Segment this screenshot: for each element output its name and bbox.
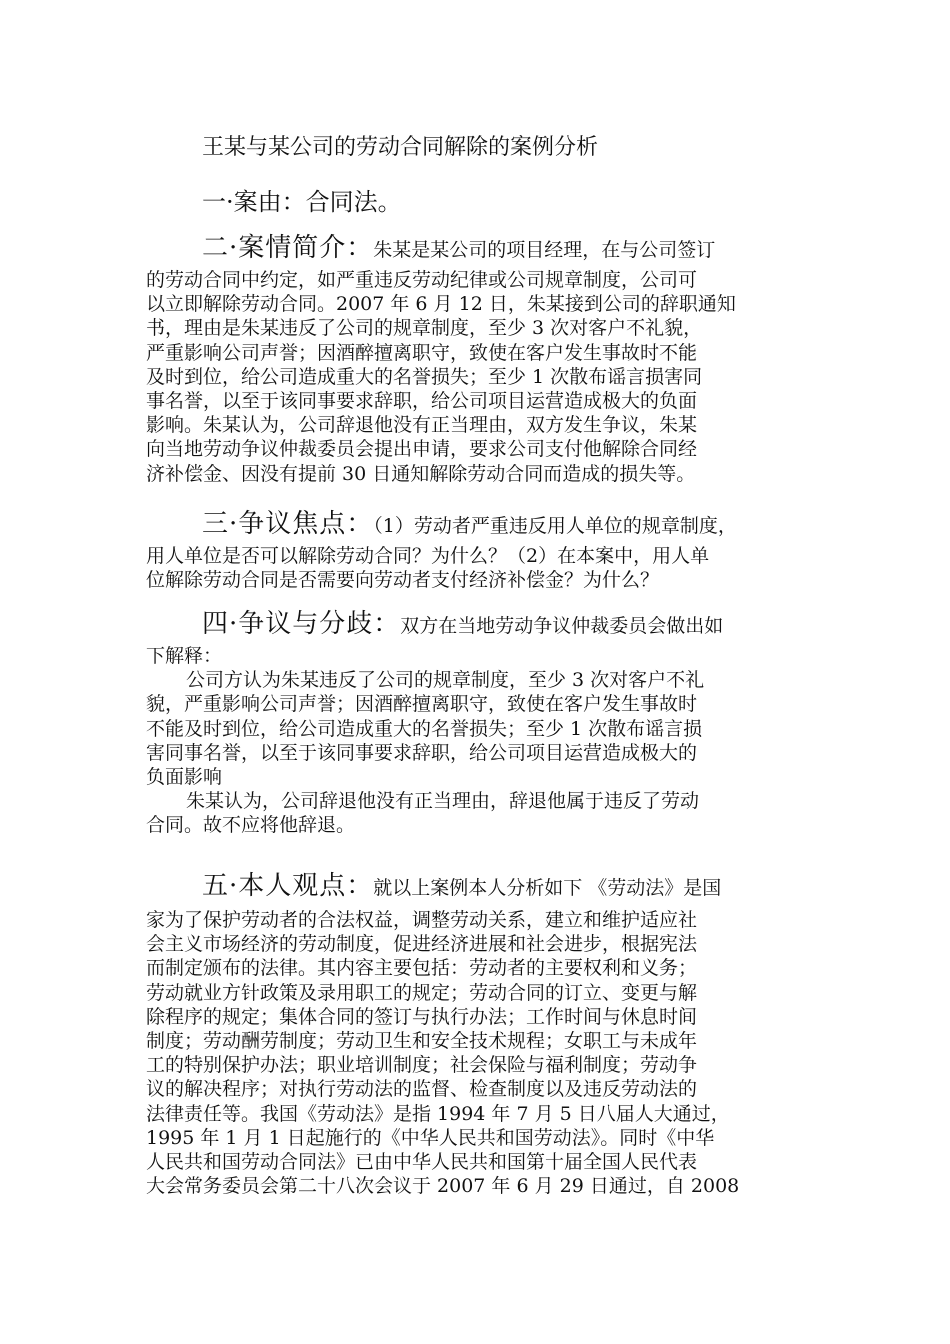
section-3-first-line: [146, 504, 810, 544]
section-3-first-text: （1）劳动者严重违反用人单位的规章制度，: [373, 515, 737, 537]
section-4-line: 下解释：: [146, 645, 223, 667]
section-2-first-line: [146, 228, 810, 268]
section-2-line: 济补偿金、因没有提前 30 日通知解除劳动合同而造成的损失等。: [146, 462, 696, 485]
company-view-line: 负面影响: [146, 765, 223, 788]
company-view-line: 貌，严重影响公司声誉；因酒醉擅离职守，致使在客户发生事故时: [146, 693, 698, 716]
section-5-first-line: [146, 864, 810, 908]
section-2-line: 事名誉，以至于该同事要求辞职，给公司项目运营造成极大的负面: [146, 389, 698, 412]
section-3: [146, 504, 810, 592]
section-2: [146, 228, 810, 486]
section-4: [146, 604, 810, 838]
section-5-line: 人民共和国劳动合同法》已由中华人民共和国第十届全国人民代表: [146, 1150, 698, 1173]
section-5-line: 工的特别保护办法；职业培训制度；社会保险与福利制度；劳动争: [146, 1054, 698, 1077]
section-2-line: 影响。朱某认为，公司辞退他没有正当理由，双方发生争议，朱某: [146, 414, 698, 437]
section-2-line: 向当地劳动争议仲裁委员会提出申请，要求公司支付他解除合同经: [146, 438, 698, 461]
section-5-line: 法律责任等。我国《劳动法》是指 1994 年 7 月 5 日八届人大通过，: [146, 1102, 730, 1125]
section-2-line: 以立即解除劳动合同。2007 年 6 月 12 日，朱某接到公司的辞职通知: [146, 293, 736, 316]
section-5-line: 制度；劳动酬劳制度；劳动卫生和安全技术规程；女职工与未成年: [146, 1029, 698, 1052]
section-4-first-text: 双方在当地劳动争议仲裁委员会做出如: [400, 615, 724, 637]
section-3-line: 用人单位是否可以解除劳动合同？为什么？（2）在本案中，用人单: [146, 545, 710, 567]
section-5-line: 议的解决程序；对执行劳动法的监督、检查制度以及违反劳动法的: [146, 1078, 698, 1101]
section-2-heading: 二·案情简介：: [202, 233, 374, 263]
section-5-line: 1995 年 1 月 1 日起施行的《中华人民共和国劳动法》。同时《中华: [146, 1126, 715, 1149]
section-2-line: 的劳动合同中约定，如严重违反劳动纪律或公司规章制度，公司可: [146, 269, 698, 291]
section-2-line: 严重影响公司声誉；因酒醉擅离职守，致使在客户发生事故时不能: [146, 341, 698, 364]
section-5-line: 除程序的规定；集体合同的签订与执行办法；工作时间与休息时间: [146, 1005, 698, 1028]
section-1-text: 合同法。: [305, 188, 402, 216]
company-view-line: 害同事名誉，以至于该同事要求辞职，给公司项目运营造成极大的: [146, 741, 698, 764]
section-5-first-text: 就以上案例本人分析如下 《劳动法》是国: [373, 877, 722, 899]
zhu-view-line: 朱某认为，公司辞退他没有正当理由，辞退他属于违反了劳动: [186, 790, 700, 813]
section-3-line: 位解除劳动合同是否需要向劳动者支付经济补偿金？为什么？: [146, 569, 660, 592]
section-2-line: 及时到位，给公司造成重大的名誉损失；至少 1 次散布谣言损害同: [146, 365, 703, 388]
section-5-line: 而制定颁布的法律。其内容主要包括：劳动者的主要权利和义务；: [146, 957, 698, 980]
document-title: 王某与某公司的劳动合同解除的案例分析: [202, 135, 599, 160]
zhu-view-line: 合同。故不应将他辞退。: [146, 814, 356, 837]
company-view-line: 不能及时到位，给公司造成重大的名誉损失；至少 1 次散布谣言损: [146, 717, 703, 740]
section-4-heading: 四·争议与分歧：: [202, 609, 401, 639]
section-2-line: 书，理由是朱某违反了公司的规章制度，至少 3 次对客户不礼貌，: [146, 317, 703, 340]
section-2-first-text: 朱某是某公司的项目经理，在与公司签订: [373, 239, 716, 261]
section-4-first-line: [146, 604, 810, 644]
section-5: [146, 864, 810, 1198]
section-1-heading: 一·案由：: [202, 188, 306, 216]
section-1: [202, 184, 402, 220]
section-5-line: 大会常务委员会第二十八次会议于 2007 年 6 月 29 日通过，自 2008: [146, 1175, 740, 1198]
section-5-line: 劳动就业方针政策及录用职工的规定；劳动合同的订立、变更与解: [146, 981, 698, 1004]
section-5-line: 会主义市场经济的劳动制度，促进经济进展和社会进步，根据宪法: [146, 933, 698, 956]
company-view-line: 公司方认为朱某违反了公司的规章制度，至少 3 次对客户不礼: [186, 669, 705, 692]
section-3-heading: 三·争议焦点：: [202, 509, 374, 539]
section-5-line: 家为了保护劳动者的合法权益，调整劳动关系，建立和维护适应社: [146, 909, 698, 931]
section-5-heading: 五·本人观点：: [202, 871, 374, 901]
